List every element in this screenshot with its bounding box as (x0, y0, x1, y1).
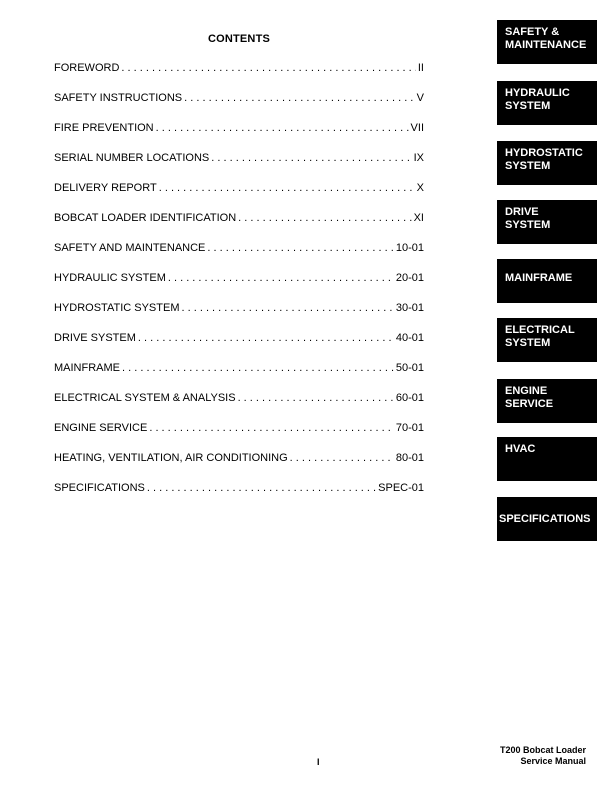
toc-entry-page: 20-01 (395, 272, 424, 284)
dot-leader (207, 242, 393, 254)
toc-entry-label: ENGINE SERVICE (54, 422, 148, 434)
tab-label-line2: MAINTENANCE (505, 39, 587, 51)
toc-entry-page: VII (410, 122, 424, 134)
dot-leader (149, 422, 394, 434)
toc-entry-label: SAFETY INSTRUCTIONS (54, 92, 183, 104)
tab-label-line1: SPECIFICATIONS (499, 513, 591, 525)
page-number: I (317, 757, 320, 767)
dot-leader (238, 392, 394, 404)
toc-entry-page: 40-01 (395, 332, 424, 344)
toc-entry-engine-service[interactable] (54, 422, 424, 452)
toc-entry-page: 80-01 (395, 452, 424, 464)
dot-leader (159, 182, 415, 194)
tab-label-line2: SYSTEM (505, 100, 551, 112)
tab-label-line1: ENGINE (505, 385, 548, 397)
dot-leader (182, 302, 394, 314)
dot-leader (138, 332, 394, 344)
toc-entry-label: FIRE PREVENTION (54, 122, 154, 134)
section-tab-hvac[interactable] (497, 437, 597, 481)
toc-entry-foreword[interactable] (54, 62, 424, 92)
toc-entry-page: 30-01 (395, 302, 424, 314)
manual-title (500, 745, 586, 767)
table-of-contents (54, 62, 424, 512)
dot-leader (122, 362, 394, 374)
tab-label-line2: SYSTEM (505, 219, 551, 231)
toc-entry-safety-and-maintenance[interactable] (54, 242, 424, 272)
dot-leader (147, 482, 376, 494)
toc-entry-label: HEATING, VENTILATION, AIR CONDITIONING (54, 452, 288, 464)
toc-entry-hvac[interactable] (54, 452, 424, 482)
toc-entry-page: 70-01 (395, 422, 424, 434)
tab-label-line1: HYDRAULIC (505, 87, 570, 99)
tab-label-line1: HYDROSTATIC (505, 147, 583, 159)
section-tab-mainframe[interactable] (497, 259, 597, 303)
toc-entry-label: HYDRAULIC SYSTEM (54, 272, 166, 284)
toc-entry-label: DRIVE SYSTEM (54, 332, 136, 344)
toc-entry-page: IX (413, 152, 424, 164)
toc-entry-label: SAFETY AND MAINTENANCE (54, 242, 206, 254)
toc-entry-page: X (416, 182, 424, 194)
toc-entry-hydraulic-system[interactable] (54, 272, 424, 302)
toc-entry-page: 60-01 (395, 392, 424, 404)
dot-leader (156, 122, 409, 134)
section-tab-specifications[interactable] (497, 497, 597, 541)
section-tab-hydraulic[interactable] (497, 81, 597, 125)
toc-entry-label: MAINFRAME (54, 362, 120, 374)
toc-entry-electrical-system[interactable] (54, 392, 424, 422)
manual-title-line1: T200 Bobcat Loader (499, 745, 586, 755)
toc-entry-label: FOREWORD (54, 62, 120, 74)
tab-label-line1: MAINFRAME (505, 272, 573, 284)
toc-entry-delivery-report[interactable] (54, 182, 424, 212)
section-tab-drive[interactable] (497, 200, 597, 244)
dot-leader (290, 452, 394, 464)
dot-leader (168, 272, 394, 284)
page-title: CONTENTS (207, 33, 271, 45)
toc-entry-page: SPEC-01 (378, 482, 424, 494)
dot-leader (121, 62, 415, 74)
toc-entry-mainframe[interactable] (54, 362, 424, 392)
toc-entry-loader-identification[interactable] (54, 212, 424, 242)
section-tab-safety-maintenance[interactable] (497, 20, 597, 64)
toc-entry-drive-system[interactable] (54, 332, 424, 362)
toc-entry-serial-number-locations[interactable] (54, 152, 424, 182)
dot-leader (184, 92, 415, 104)
toc-entry-label: SERIAL NUMBER LOCATIONS (54, 152, 210, 164)
toc-entry-label: DELIVERY REPORT (54, 182, 157, 194)
toc-entry-fire-prevention[interactable] (54, 122, 424, 152)
toc-entry-safety-instructions[interactable] (54, 92, 424, 122)
toc-entry-hydrostatic-system[interactable] (54, 302, 424, 332)
tab-label-line2: SERVICE (505, 398, 554, 410)
toc-entry-page: 10-01 (395, 242, 424, 254)
toc-entry-label: SPECIFICATIONS (54, 482, 145, 494)
dot-leader (211, 152, 411, 164)
toc-entry-page: 50-01 (395, 362, 424, 374)
section-tab-hydrostatic[interactable] (497, 141, 597, 185)
toc-entry-page: XI (413, 212, 424, 224)
tab-label-line2: SYSTEM (505, 160, 551, 172)
tab-label-line1: ELECTRICAL (505, 324, 575, 336)
tab-label-line1: HVAC (505, 443, 536, 455)
tab-label-line2: SYSTEM (505, 337, 551, 349)
toc-entry-page: II (417, 62, 424, 74)
tab-label-line1: DRIVE (505, 206, 539, 218)
dot-leader (238, 212, 411, 224)
toc-entry-label: ELECTRICAL SYSTEM & ANALYSIS (54, 392, 236, 404)
section-tab-electrical[interactable] (497, 318, 597, 362)
toc-entry-label: HYDROSTATIC SYSTEM (54, 302, 180, 314)
section-tab-engine[interactable] (497, 379, 597, 423)
tab-label-line1: SAFETY & (505, 26, 560, 38)
toc-entry-specifications[interactable] (54, 482, 424, 512)
toc-entry-page: V (416, 92, 424, 104)
manual-title-line2: Service Manual (520, 756, 586, 766)
toc-entry-label: BOBCAT LOADER IDENTIFICATION (54, 212, 237, 224)
